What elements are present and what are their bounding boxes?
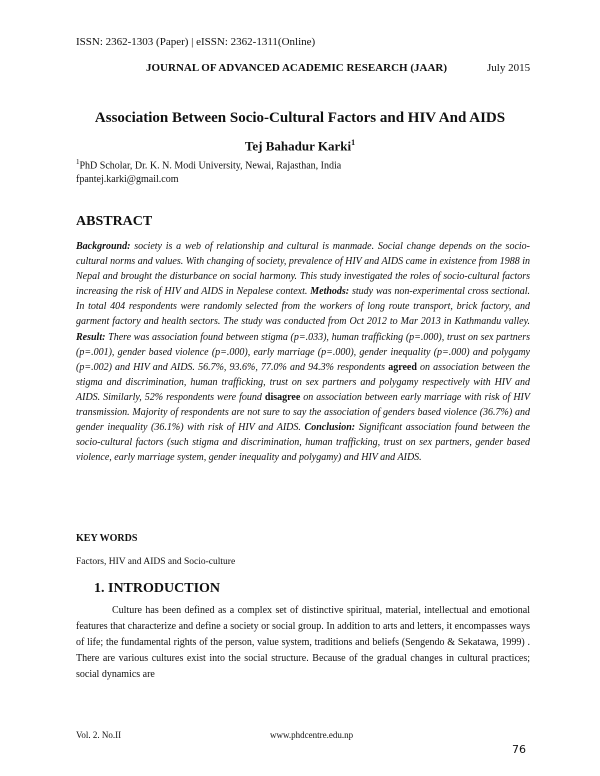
- background-text: society is a web of relationship and cultural is manmade. Social change depends on the socio-cultural norms and values. With changing of society, prevalence of HIV and AIDS came in existence from 1988 in Nepal and brought the disturbance on social harmony. This study investigated the roles of socio-cultural factors increasing the risk of HIV and AIDS in Nepalese context.: [76, 241, 530, 298]
- keywords-heading: KEY WORDS: [76, 533, 138, 544]
- introduction-body: [76, 603, 530, 683]
- affiliation-text: PhD Scholar, Dr. K. N. Modi University, Newai, Rajasthan, India: [79, 160, 342, 172]
- result-text-1: There was association found between stigma (p=.033), human trafficking (p=.000), trust on sex partners (p=.001), gender based violence (p=.000), early marriage (p=.000), gender inequality (p=.000) and polygamy (p=.002) and HIV and AIDS. 56.7%, 93.6%, 77.0% and 94.3% respondents: [76, 331, 530, 373]
- abstract-heading: ABSTRACT: [76, 214, 153, 229]
- result-text-3: on association between early marriage with risk of HIV transmission. Majority of respondents are not sure to say the association of genders based violence (36.7%) and gender inequality (36.1%) with risk of HIV and AIDS.: [76, 391, 530, 434]
- page-number: 76: [512, 743, 526, 756]
- issn-header: ISSN: 2362-1303 (Paper) | eISSN: 2362-1311(Online): [76, 36, 316, 48]
- keywords-text: Factors, HIV and AIDS and Socio-culture: [76, 557, 236, 567]
- issue-date: July 2015: [487, 62, 531, 74]
- abstract-body: [76, 239, 530, 465]
- affiliation-superscript: 1: [76, 158, 80, 166]
- agreed-emphasis: agreed: [388, 361, 417, 373]
- paper-title: Association Between Socio-Cultural Factors and HIV And AIDS: [94, 110, 506, 126]
- background-label: Background:: [76, 241, 131, 252]
- result-text-2: on association between the stigma and discrimination, human trafficking, trust on sex partners and polygamy respectively with HIV and AIDS. Similarly, 52% respondents were found: [76, 361, 530, 403]
- author-superscript: 1: [351, 138, 356, 147]
- result-label: Result:: [76, 331, 106, 343]
- footer-website: www.phdcentre.edu.np: [270, 730, 354, 740]
- author-text: Tej Bahadur Karki: [244, 138, 352, 154]
- author-name: [0, 138, 600, 154]
- introduction-text: Culture has been defined as a complex set of distinctive spiritual, material, intellectual and emotional features that characterize and define a society or social group. In addition to arts and letters, it encompasses ways of life; the fundamental rights of the person, value system, traditions and beliefs (Sengendo & Sekatawa, 1999) . There are various cultures exist into the social structure. Because of the gradual changes in cultural practices; social dynamics are: [76, 605, 530, 680]
- methods-text: study was non-experimental cross sectional. In total 404 respondents were randomly selected from the workers of long route transport, brick factory, and garment factory and health sectors. The study was conducted from Oct 2012 to Mar 2013 in Kathmandu valley.: [76, 286, 530, 328]
- conclusion-text: Significant association found between the socio-cultural factors (such stigma and discrimination, human trafficking, trust on sex partners, gender based violence, early marriage system, gender inequality and polygamy) and HIV and AIDS.: [76, 422, 530, 464]
- methods-label: Methods:: [310, 286, 350, 298]
- disagree-emphasis: disagree: [264, 391, 301, 403]
- affiliation: [76, 158, 341, 171]
- conclusion-label: Conclusion:: [304, 422, 356, 434]
- footer-volume: Vol. 2. No.II: [76, 730, 122, 740]
- introduction-heading: 1. INTRODUCTION: [94, 581, 221, 596]
- journal-name: JOURNAL OF ADVANCED ACADEMIC RESEARCH (JAAR): [146, 62, 447, 74]
- author-email: fpantej.karki@gmail.com: [76, 174, 179, 185]
